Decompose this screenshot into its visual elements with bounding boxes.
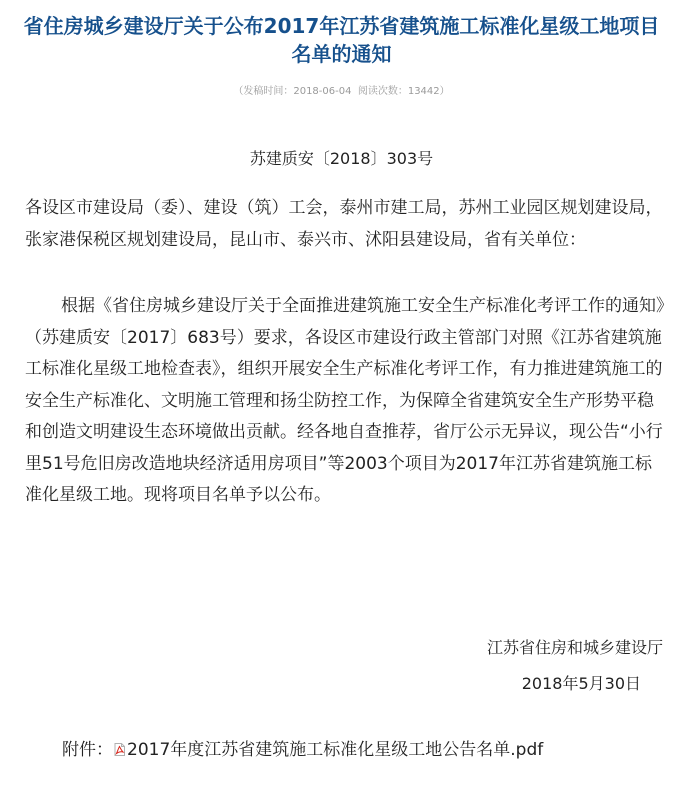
issuer-signature: 江苏省住房和城乡建设厅 <box>486 638 663 657</box>
main-paragraph: 根据《省住房城乡建设厅关于全面推进建筑施工安全生产标准化考评工作的通知》（苏建质安〔2017〕683号）要求，各设区市建设行政主管部门对照《江苏省建筑施工标准化星级工地检查表》，组织开展安全生产标准化考评工作，有力推进建筑施工的安全生产标准化、文明施工管理和扬尘防控工作，为保障全省建筑安全生产形势平稳和创造文明建设生态环境做出贡献。经各地自查推荐，省厅公示无异议，现公告“小行里51号危旧房改造地块经济适用房项目”等2003个项目为2017年江苏省建筑施工标准化星级工地。现将项目名单予以公布。 <box>25 296 665 505</box>
publish-time-label: 发稿时间： <box>243 86 294 97</box>
document-number: 苏建质安〔2018〕303号 <box>249 149 434 168</box>
issue-date: 2018年5月30日 <box>521 674 641 693</box>
attachment-file-link[interactable]: 2017年度江苏省建筑施工标准化星级工地公告名单.pdf <box>127 740 544 760</box>
attachment-line <box>62 738 543 763</box>
view-count-value: 13442 <box>407 86 440 97</box>
article-meta <box>0 85 683 99</box>
pdf-icon <box>114 739 125 763</box>
view-count-label: 阅读次数： <box>357 86 408 97</box>
page-title: 省住房城乡建设厅关于公布2017年江苏省建筑施工标准化星级工地项目名单的通知 <box>23 14 660 66</box>
publish-time-value: 2018-06-04 <box>293 86 352 97</box>
attachment-label: 附件： <box>62 740 113 760</box>
meta-open-paren: （ <box>233 86 244 97</box>
meta-close-paren: ） <box>439 86 450 97</box>
addressee-paragraph: 各设区市建设局（委）、建设（筑）工会，泰州市建工局，苏州工业园区规划建设局，张家港保税区规划建设局，昆山市、泰兴市、沭阳县建设局，省有关单位： <box>25 198 663 250</box>
